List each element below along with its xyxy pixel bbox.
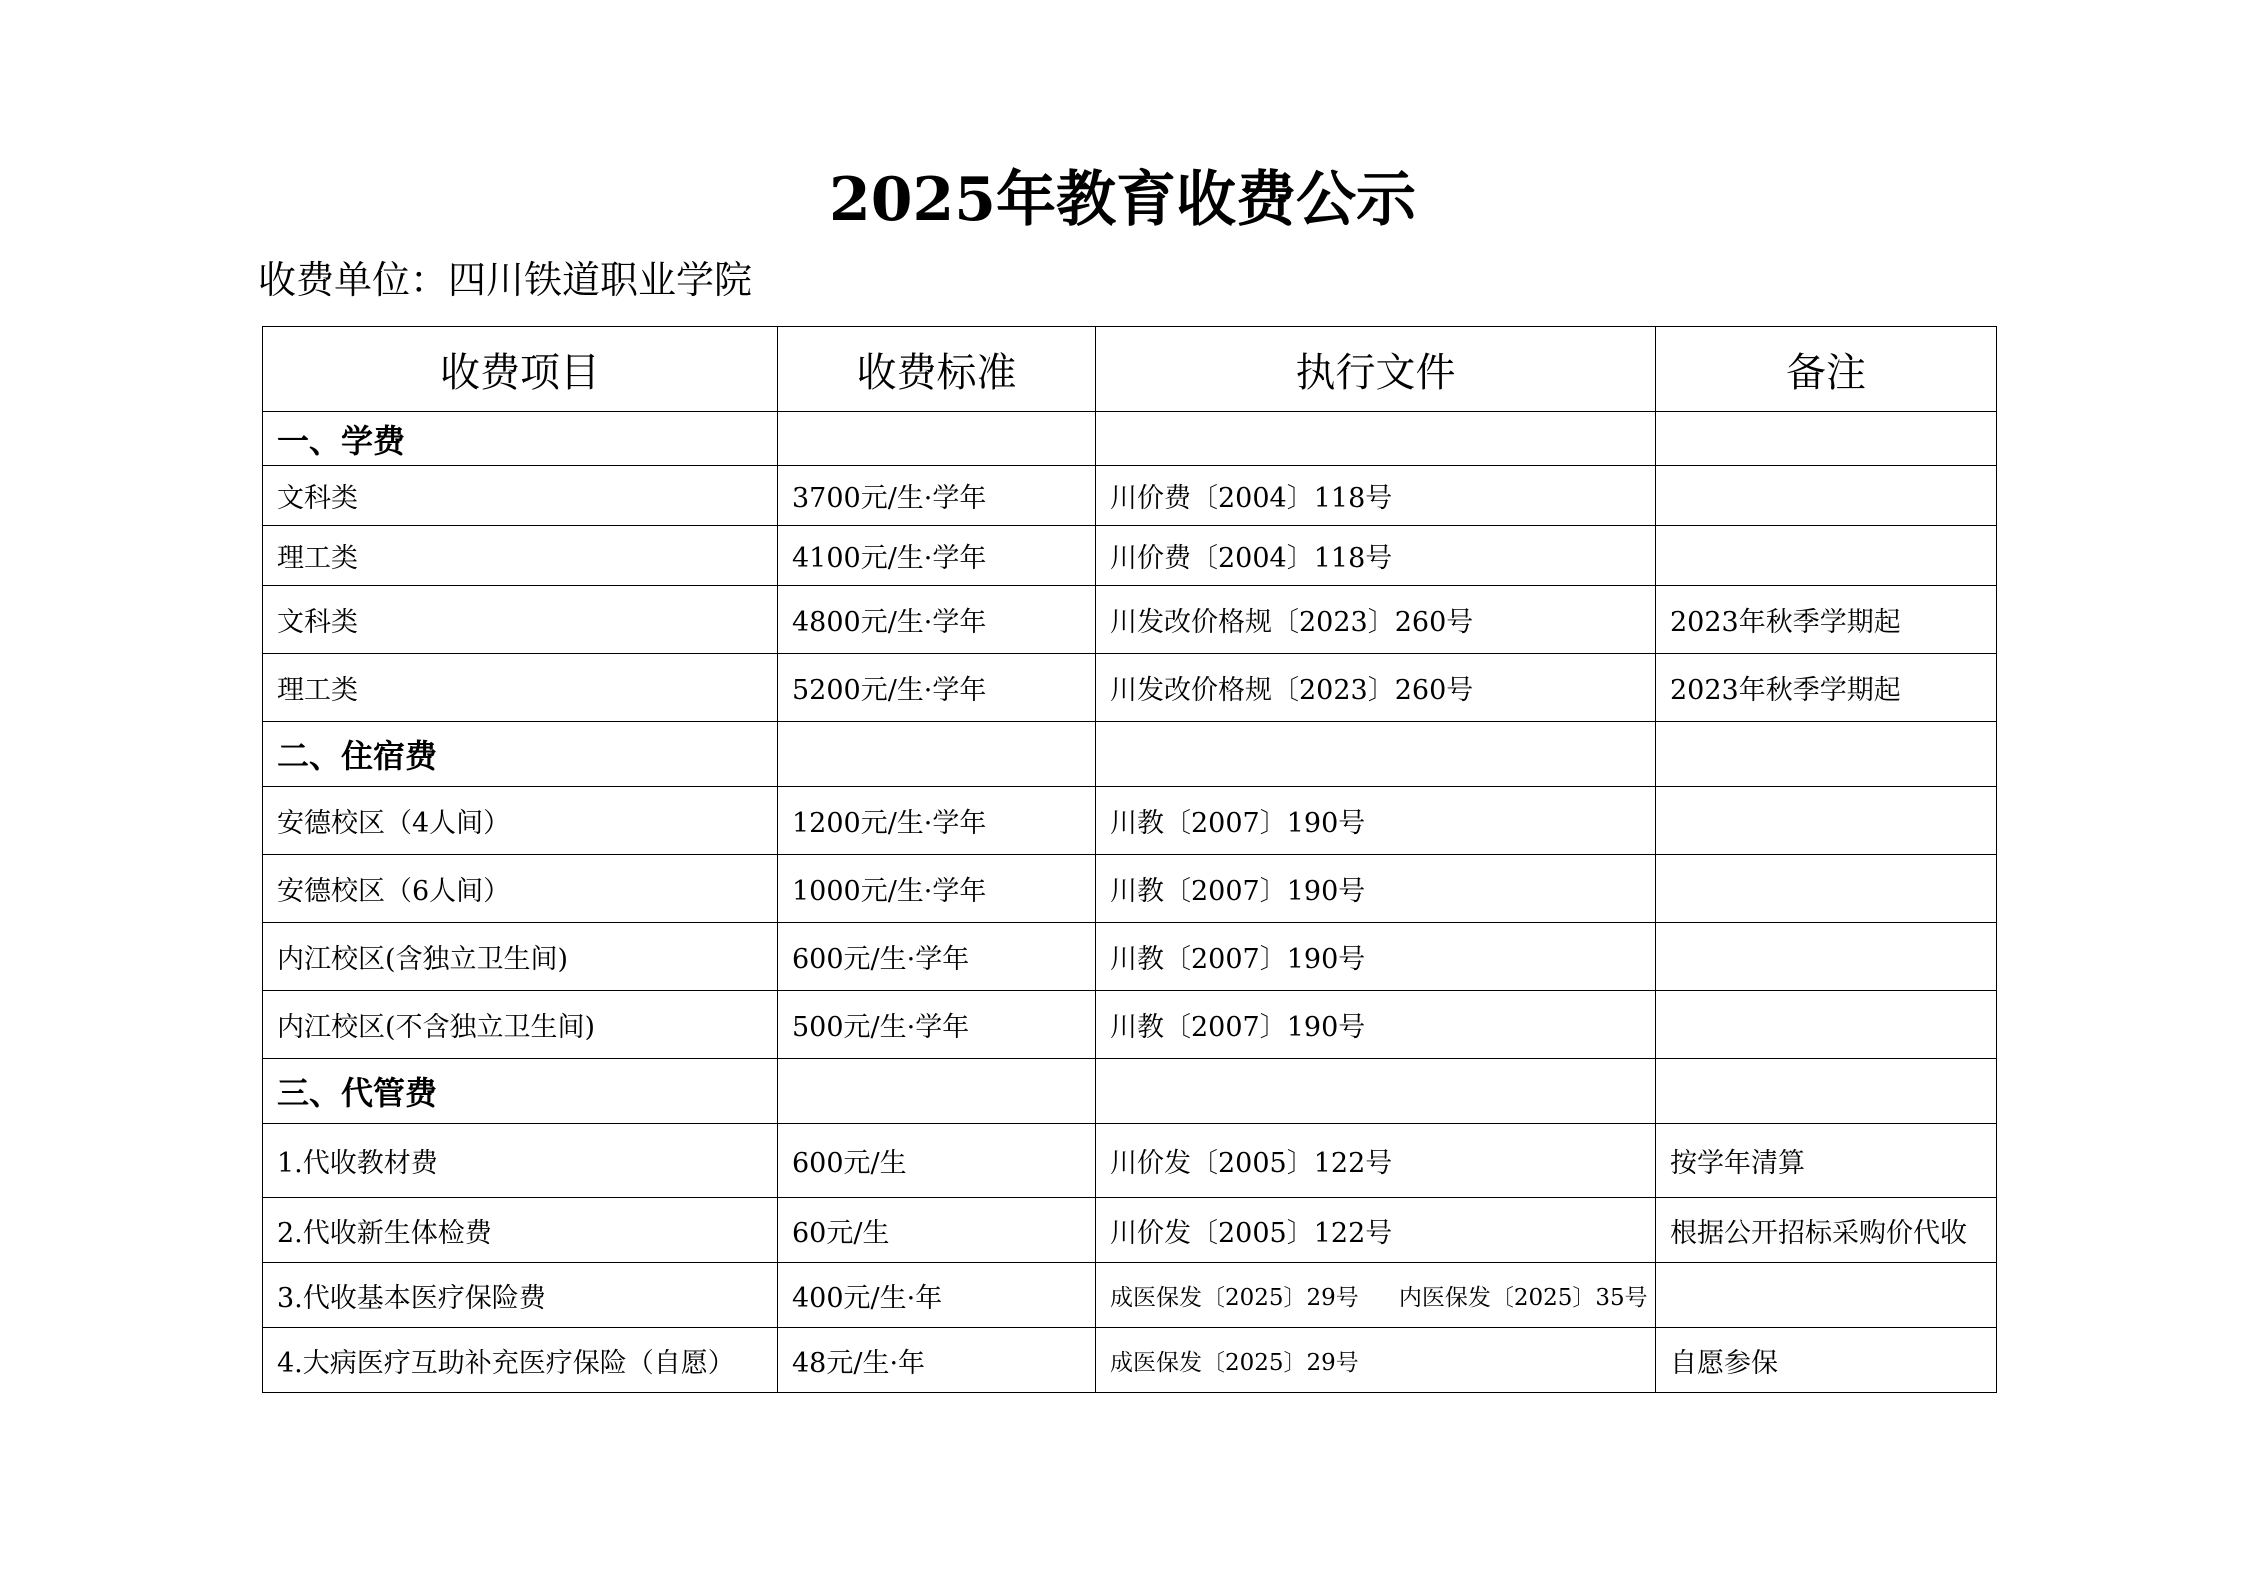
note-cell <box>1656 526 1997 586</box>
fee-unit: 收费单位：四川铁道职业学院 <box>258 258 753 302</box>
standard-cell: 1000元/生·学年 <box>778 855 1096 923</box>
document-cell: 川价发〔2005〕122号 <box>1096 1124 1656 1198</box>
note-cell: 2023年秋季学期起 <box>1656 654 1997 722</box>
document-ref-1: 成医保发〔2025〕29号 <box>1110 1284 1359 1311</box>
note-cell <box>1656 991 1997 1059</box>
header-standard: 收费标准 <box>778 327 1096 412</box>
note-cell <box>1656 923 1997 991</box>
document-cell: 川教〔2007〕190号 <box>1096 787 1656 855</box>
item-cell: 安德校区（6人间） <box>263 855 778 923</box>
section-label: 一、学费 <box>263 412 778 466</box>
document-ref-2: 内医保发〔2025〕35号 <box>1398 1284 1648 1311</box>
note-cell: 自愿参保 <box>1656 1328 1997 1393</box>
table-row <box>263 855 1997 923</box>
item-cell: 理工类 <box>263 526 778 586</box>
section-label: 二、住宿费 <box>263 722 778 787</box>
standard-cell: 600元/生 <box>778 1124 1096 1198</box>
table-row <box>263 787 1997 855</box>
document-cell: 川价费〔2004〕118号 <box>1096 466 1656 526</box>
item-cell: 1.代收教材费 <box>263 1124 778 1198</box>
table-row <box>263 1328 1997 1393</box>
header-item: 收费项目 <box>263 327 778 412</box>
note-cell <box>1656 855 1997 923</box>
standard-cell: 500元/生·学年 <box>778 991 1096 1059</box>
document-cell: 川教〔2007〕190号 <box>1096 855 1656 923</box>
table-row <box>263 1124 1997 1198</box>
page-title: 2025年教育收费公示 <box>829 165 1416 235</box>
item-cell: 3.代收基本医疗保险费 <box>263 1263 778 1328</box>
document-cell: 川教〔2007〕190号 <box>1096 923 1656 991</box>
standard-cell: 5200元/生·学年 <box>778 654 1096 722</box>
table-row <box>263 1198 1997 1263</box>
document-cell: 川价费〔2004〕118号 <box>1096 526 1656 586</box>
standard-cell: 1200元/生·学年 <box>778 787 1096 855</box>
item-cell: 文科类 <box>263 586 778 654</box>
document-cell <box>1096 1263 1656 1328</box>
document-cell: 成医保发〔2025〕29号 <box>1096 1328 1656 1393</box>
note-cell: 根据公开招标采购价代收 <box>1656 1198 1997 1263</box>
note-cell: 2023年秋季学期起 <box>1656 586 1997 654</box>
standard-cell: 60元/生 <box>778 1198 1096 1263</box>
note-cell: 按学年清算 <box>1656 1124 1997 1198</box>
item-cell: 内江校区(含独立卫生间) <box>263 923 778 991</box>
fee-table <box>262 326 1997 1393</box>
standard-cell: 600元/生·学年 <box>778 923 1096 991</box>
table-header-row <box>263 327 1997 412</box>
item-cell: 2.代收新生体检费 <box>263 1198 778 1263</box>
table-row <box>263 1263 1997 1328</box>
document-cell: 川教〔2007〕190号 <box>1096 991 1656 1059</box>
table-row <box>263 526 1997 586</box>
table-row <box>263 586 1997 654</box>
section-label: 三、代管费 <box>263 1059 778 1124</box>
section-row-tuition <box>263 412 1997 466</box>
note-cell <box>1656 466 1997 526</box>
header-note: 备注 <box>1656 327 1997 412</box>
section-row-accommodation <box>263 722 1997 787</box>
table-row <box>263 654 1997 722</box>
note-cell <box>1656 787 1997 855</box>
table-row <box>263 923 1997 991</box>
item-cell: 理工类 <box>263 654 778 722</box>
standard-cell: 4100元/生·学年 <box>778 526 1096 586</box>
standard-cell: 3700元/生·学年 <box>778 466 1096 526</box>
document-cell: 川价发〔2005〕122号 <box>1096 1198 1656 1263</box>
standard-cell: 4800元/生·学年 <box>778 586 1096 654</box>
table-row <box>263 466 1997 526</box>
document-cell: 川发改价格规〔2023〕260号 <box>1096 654 1656 722</box>
note-cell <box>1656 1263 1997 1328</box>
standard-cell: 400元/生·年 <box>778 1263 1096 1328</box>
item-cell: 文科类 <box>263 466 778 526</box>
item-cell: 安德校区（4人间） <box>263 787 778 855</box>
header-document: 执行文件 <box>1096 327 1656 412</box>
standard-cell: 48元/生·年 <box>778 1328 1096 1393</box>
item-cell: 内江校区(不含独立卫生间) <box>263 991 778 1059</box>
document-cell: 川发改价格规〔2023〕260号 <box>1096 586 1656 654</box>
section-row-custody-fees <box>263 1059 1997 1124</box>
table-row <box>263 991 1997 1059</box>
item-cell: 4.大病医疗互助补充医疗保险（自愿） <box>263 1328 778 1393</box>
